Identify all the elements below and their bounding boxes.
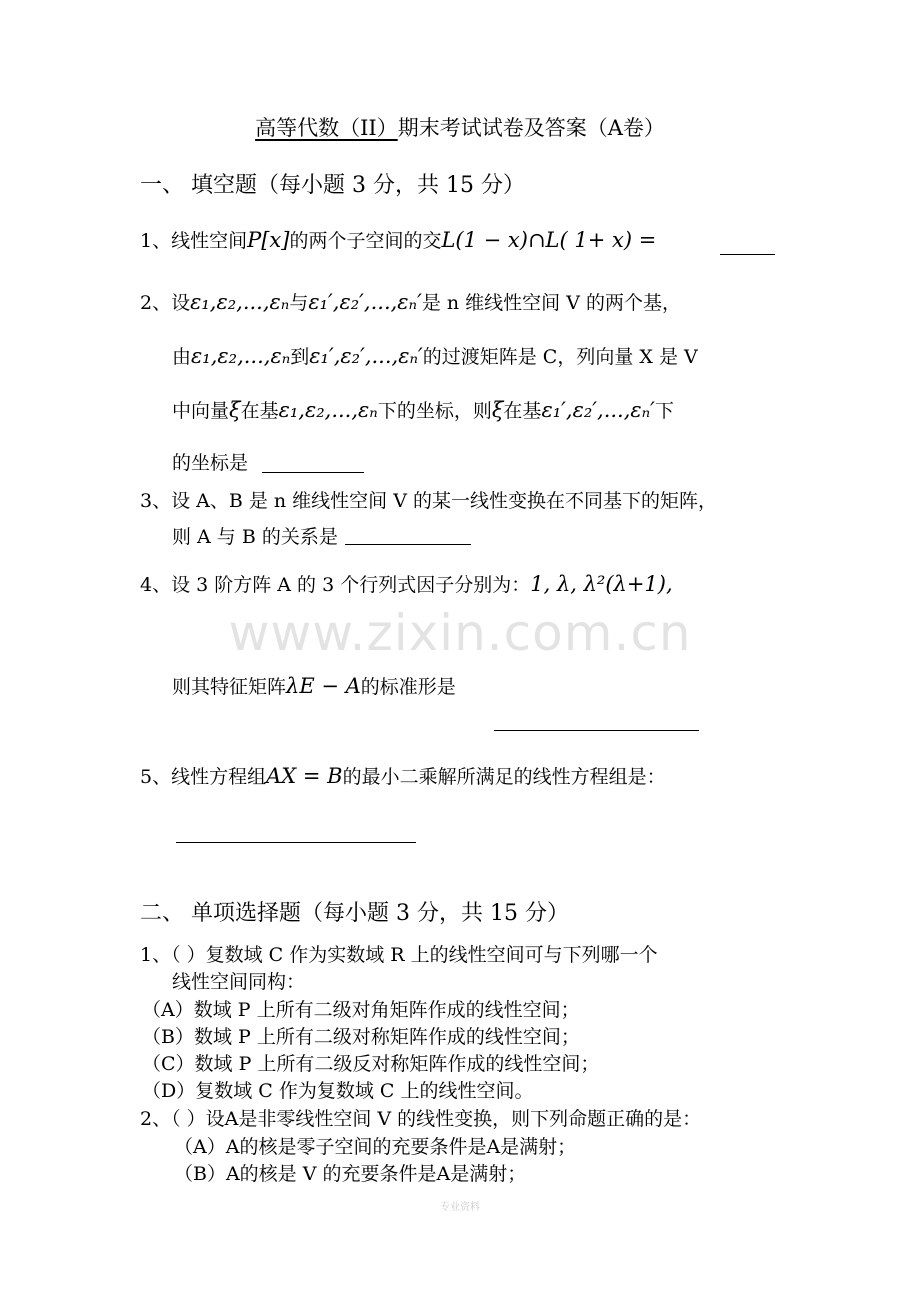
s2-q1-line2: 线性空间同构： (172, 971, 306, 993)
watermark: www.zixin.com.cn (228, 604, 692, 662)
s2-q2-line1: 2、（ ）设A是非零线性空间 V 的线性变换，则下列命题正确的是： (140, 1108, 702, 1130)
s1-q1-answer-blank[interactable] (720, 254, 775, 255)
s1-q5-b: 的最小二乘解所满足的线性方程组是： (342, 766, 666, 788)
page-footer: 专业资料 (440, 1202, 480, 1213)
section2-heading: 二、 单项选择题（每小题 3 分，共 15 分） (140, 901, 569, 926)
s2-q1-option-c[interactable]: （C）数域 P 上所有二级反对称矩阵作成的线性空间； (142, 1053, 600, 1075)
s1-q2-answer-blank[interactable] (262, 472, 364, 473)
s1-q2-l2a: 由 (172, 346, 192, 368)
s2-q1-option-b[interactable]: （B）数域 P 上所有二级对称矩阵作成的线性空间； (142, 1026, 580, 1048)
s1-q2-l1a: 2、设 (140, 292, 191, 314)
s1-q2-l3d: 在基 (503, 400, 542, 422)
s1-q5-a: 5、线性方程组 (140, 766, 267, 788)
s1-q2-basis1: ε₁,ε₂,...,εₙ (190, 290, 290, 314)
s1-q2-l3a: 中向量 (172, 400, 230, 422)
s2-q2-option-a[interactable]: （A）A的核是零子空间的充要条件是A是满射； (174, 1136, 577, 1158)
s1-q4-expr: λE − A (286, 674, 361, 698)
s1-q2-l2-basis2: ε₁′,ε₂′,...,εₙ′ (309, 344, 423, 368)
s1-q4-answer-blank[interactable] (494, 730, 699, 731)
s1-q2-line1 (140, 288, 681, 315)
s1-q2-l2c: 的过渡矩阵是 C，列向量 X 是 V (422, 346, 698, 368)
title-underlined-part: 高等代数（II） (255, 116, 398, 140)
page-title (0, 112, 920, 142)
s1-q2-l3-basis1: ε₁,ε₂,...,εₙ (278, 398, 378, 422)
s1-q3-line1: 3、设 A、B 是 n 维线性空间 V 的某一线性变换在不同基下的矩阵， (140, 490, 717, 512)
s1-q2-basis2: ε₁′,ε₂′,...,εₙ′ (308, 290, 422, 314)
s1-q2-line3 (172, 396, 674, 423)
s1-q1-text: 1、线性空间 (140, 230, 248, 252)
s1-q1-expr: L(1 − x)∩L( 1+ x) = (441, 228, 657, 252)
s1-q2-l1b: 与 (289, 292, 309, 314)
s1-q2-l1c: 是 n 维线性空间 V 的两个基， (421, 292, 681, 314)
s1-q2-xi: ξ (229, 398, 241, 422)
s1-q4-text: 4、设 3 阶方阵 A 的 3 个行列式因子分别为： (140, 574, 531, 596)
s2-q1-option-d[interactable]: （D）复数域 C 作为复数域 C 上的线性空间。 (142, 1080, 534, 1102)
s1-q2-l3b: 在基 (240, 400, 279, 422)
s1-q2-l2-basis1: ε₁,ε₂,...,εₙ (191, 344, 291, 368)
s1-q2-line2 (172, 342, 698, 369)
s1-q1 (140, 226, 656, 253)
s1-q4-line1 (140, 570, 673, 597)
s1-q3-answer-blank[interactable] (345, 544, 471, 545)
s1-q4-factors: 1, λ, λ²(λ+1), (530, 572, 673, 596)
s1-q1-mid: 的两个子空间的交 (289, 230, 442, 252)
title-rest: 期末考试试卷及答案（A卷） (397, 116, 665, 140)
s1-q2-line4: 的坐标是 (172, 452, 249, 474)
s1-q2-xi-2: ξ (491, 398, 504, 422)
s1-q4-l2b: 的标准形是 (360, 676, 456, 698)
s1-q4-line2 (172, 672, 456, 699)
s1-q2-l3e: 下 (654, 400, 674, 422)
s1-q1-px: P[x] (247, 228, 290, 252)
s1-q5-expr: AX = B (266, 764, 343, 788)
s1-q3-line2: 则 A 与 B 的关系是 (172, 526, 338, 548)
s2-q1-line1: 1、（ ）复数域 C 作为实数域 R 上的线性空间可与下列哪一个 (140, 944, 658, 966)
s1-q5-answer-blank[interactable] (176, 842, 416, 843)
s1-q5 (140, 762, 666, 789)
s2-q1-option-a[interactable]: （A）数域 P 上所有二级对角矩阵作成的线性空间； (142, 999, 580, 1021)
s1-q2-l2b: 到 (290, 346, 310, 368)
s2-q2-option-b[interactable]: （B）A的核是 V 的充要条件是A是满射； (174, 1163, 527, 1185)
s1-q2-l3c: 下的坐标，则 (377, 400, 492, 422)
s1-q2-l3-basis2: ε₁′,ε₂′,...,εₙ′ (541, 398, 655, 422)
s1-q4-l2a: 则其特征矩阵 (172, 676, 287, 698)
section1-heading: 一、 填空题（每小题 3 分，共 15 分） (140, 173, 525, 198)
